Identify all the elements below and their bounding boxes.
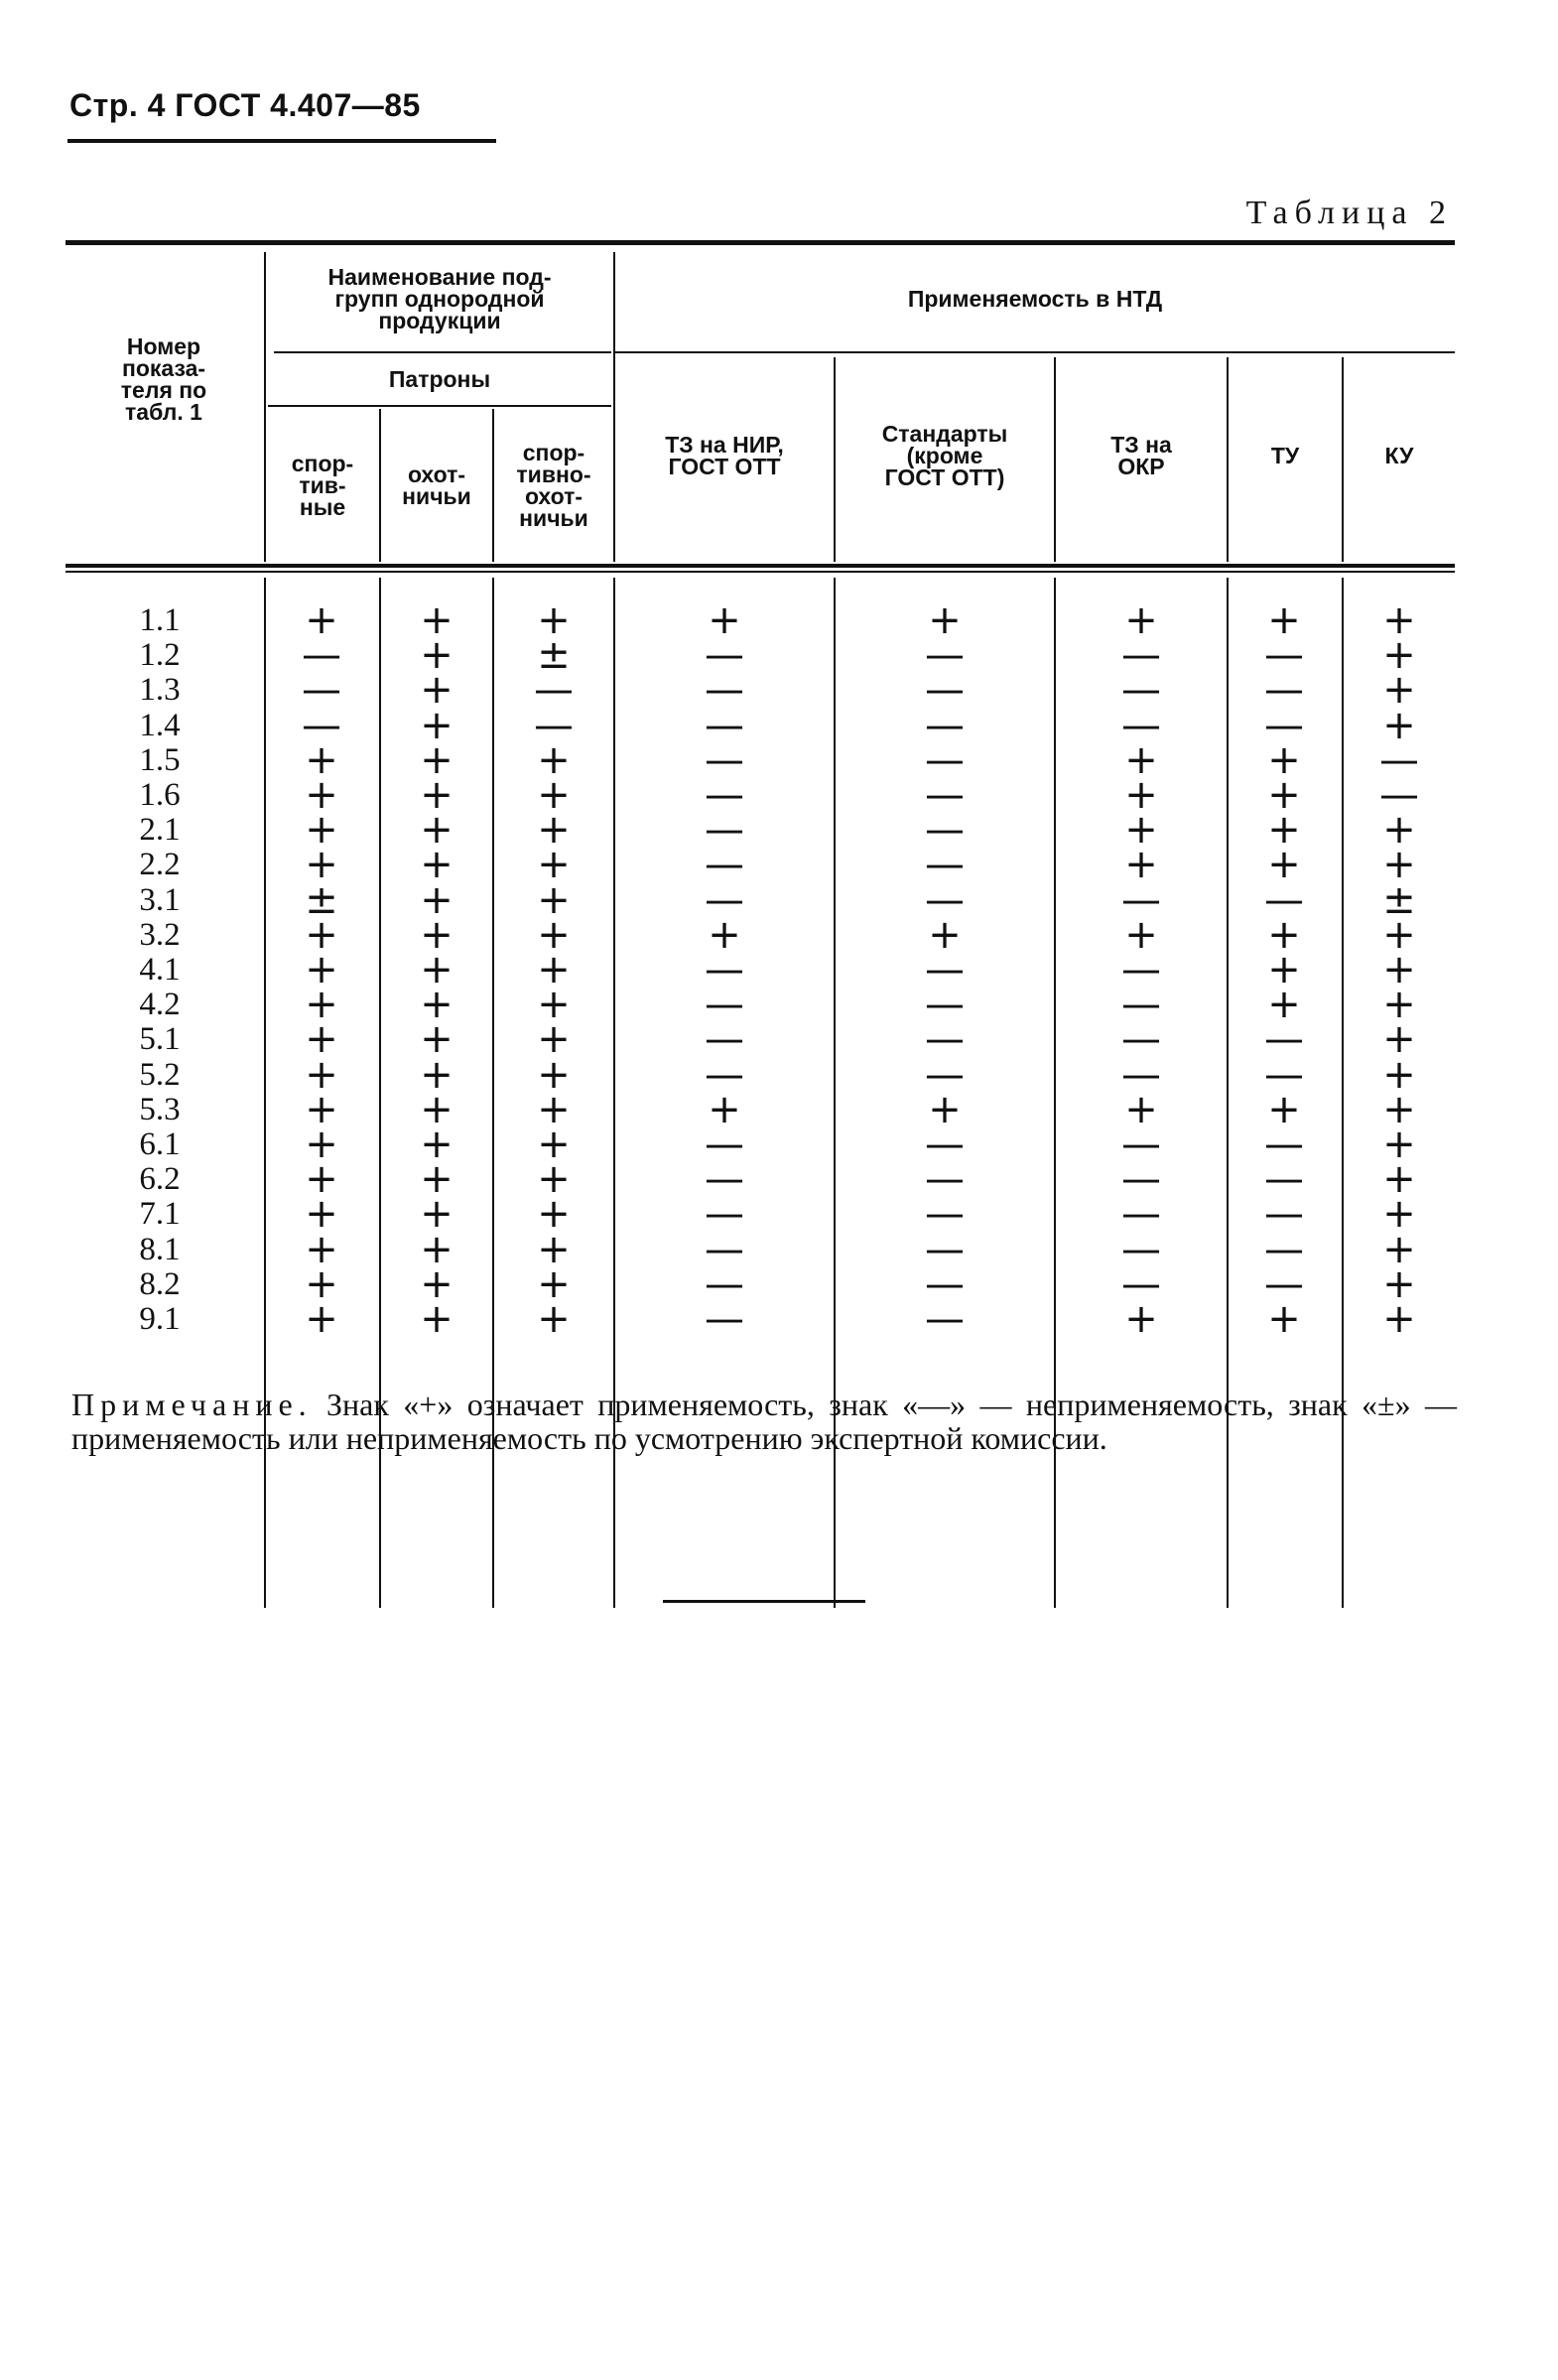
table-cell: — xyxy=(1264,1156,1304,1203)
table-cell: + xyxy=(420,876,454,923)
table-cell: + xyxy=(708,1086,741,1132)
table-cell: + xyxy=(420,911,454,958)
table-cell: — xyxy=(1121,1156,1161,1203)
table-cell: — xyxy=(1121,667,1161,714)
table-cell: — xyxy=(925,1016,965,1063)
col-row-number: Номер показа- теля по табл. 1 xyxy=(120,333,207,425)
row-number: 1.1 xyxy=(139,602,181,638)
table-top-rule xyxy=(65,240,1455,245)
table-cell: + xyxy=(1267,1296,1301,1342)
header-underline xyxy=(67,139,496,143)
table-cell: + xyxy=(928,911,962,958)
table-cell: — xyxy=(925,876,965,923)
table-cell: — xyxy=(925,772,965,818)
table-cell: + xyxy=(1382,1051,1416,1098)
table-cell: — xyxy=(1121,1191,1161,1238)
table-cell: + xyxy=(305,1122,338,1167)
col-applicability: Применяемость в НТД xyxy=(907,286,1163,312)
table-cell: + xyxy=(305,1226,338,1272)
header-rule xyxy=(274,351,611,353)
table-cell: + xyxy=(537,736,571,783)
table-cell: + xyxy=(1382,667,1416,714)
table-cell: + xyxy=(420,982,454,1028)
table-cell: + xyxy=(420,1051,454,1098)
table-cell: — xyxy=(925,1051,965,1098)
table-cell: + xyxy=(420,736,454,783)
col-standards: Стандарты (кроме ГОСТ ОТТ) xyxy=(881,421,1008,490)
table-cell: — xyxy=(705,736,744,783)
table-cell: — xyxy=(1121,876,1161,923)
table-cell: — xyxy=(1121,1226,1161,1272)
table-cell: — xyxy=(1121,982,1161,1028)
table-cell: — xyxy=(705,1122,744,1167)
table-cell: + xyxy=(1382,1086,1416,1132)
row-number: 2.1 xyxy=(139,812,181,849)
col-cartridges: Патроны xyxy=(388,366,491,392)
table-cell: + xyxy=(1382,1260,1416,1307)
row-number: 5.3 xyxy=(139,1091,181,1127)
table-cell: + xyxy=(1124,1296,1158,1342)
table-cell: — xyxy=(302,667,341,714)
table-cell: + xyxy=(305,982,338,1028)
row-number: 8.1 xyxy=(139,1231,181,1267)
table-cell: — xyxy=(925,947,965,992)
table-cell: + xyxy=(537,597,571,643)
table-cell: + xyxy=(537,1016,571,1063)
row-number: 8.2 xyxy=(139,1265,181,1302)
table-cell: + xyxy=(537,1226,571,1272)
row-number: 1.5 xyxy=(139,741,181,778)
table-cell: — xyxy=(1121,1122,1161,1167)
table-cell: + xyxy=(708,911,741,958)
col-tu: ТУ xyxy=(1270,443,1300,468)
table-cell: + xyxy=(1267,807,1301,854)
table-cell: — xyxy=(302,632,341,679)
table-cell: + xyxy=(420,947,454,992)
table-cell: — xyxy=(705,772,744,818)
table-cell: + xyxy=(1124,807,1158,854)
table-cell: ± xyxy=(537,632,571,679)
table-cell: + xyxy=(1267,911,1301,958)
table-note xyxy=(71,1388,1457,1455)
table-cell: — xyxy=(925,1191,965,1238)
row-number: 4.1 xyxy=(139,952,181,988)
table-cell: ± xyxy=(1382,876,1416,923)
table-cell: + xyxy=(305,1016,338,1063)
end-rule xyxy=(663,1600,865,1603)
table-cell: + xyxy=(420,1016,454,1063)
col-tz-nir: ТЗ на НИР, ГОСТ ОТТ xyxy=(665,432,784,479)
table-cell: — xyxy=(1264,1191,1304,1238)
table-cell: + xyxy=(537,807,571,854)
row-number: 5.1 xyxy=(139,1021,181,1058)
table-cell: — xyxy=(705,1226,744,1272)
table-caption: Таблица 2 xyxy=(1245,195,1453,231)
table-cell: — xyxy=(1379,736,1419,783)
table-cell: — xyxy=(1264,1260,1304,1307)
table-cell: + xyxy=(420,632,454,679)
table-cell: + xyxy=(305,807,338,854)
row-number: 4.2 xyxy=(139,987,181,1023)
row-number: 1.2 xyxy=(139,637,181,674)
table-cell: — xyxy=(925,807,965,854)
table-cell: — xyxy=(1121,947,1161,992)
table-cell: + xyxy=(537,876,571,923)
table-cell: + xyxy=(420,1156,454,1203)
table-cell: — xyxy=(925,1260,965,1307)
table-cell: + xyxy=(1382,1122,1416,1167)
table-cell: + xyxy=(1124,772,1158,818)
table-cell: + xyxy=(420,1260,454,1307)
table-cell: — xyxy=(1264,702,1304,748)
header-rule xyxy=(268,405,611,407)
header-bottom-rule-thin xyxy=(65,571,1455,573)
table-cell: — xyxy=(1264,1226,1304,1272)
table-cell: + xyxy=(1267,772,1301,818)
table-cell: + xyxy=(1382,842,1416,888)
table-cell: + xyxy=(1382,982,1416,1028)
table-cell: — xyxy=(705,1191,744,1238)
table-cell: + xyxy=(305,1296,338,1342)
table-cell: + xyxy=(420,597,454,643)
table-cell: — xyxy=(534,667,574,714)
table-cell: — xyxy=(1121,1260,1161,1307)
col-sport: спор- тив- ные xyxy=(291,451,354,520)
table-cell: — xyxy=(705,842,744,888)
table-cell: + xyxy=(1382,1016,1416,1063)
table-cell: + xyxy=(1382,1191,1416,1238)
page-header-title: Стр. 4 ГОСТ 4.407—85 xyxy=(69,87,421,123)
table-cell: + xyxy=(305,1260,338,1307)
col-sport-hunting: спор- тивно- охот- ничьи xyxy=(516,440,591,531)
table-cell: — xyxy=(925,702,965,748)
table-cell: ± xyxy=(305,876,338,923)
table-cell: — xyxy=(302,702,341,748)
table-cell: — xyxy=(925,667,965,714)
row-number: 2.2 xyxy=(139,847,181,883)
row-number: 6.1 xyxy=(139,1126,181,1162)
table-cell: — xyxy=(705,1051,744,1098)
row-number: 3.2 xyxy=(139,916,181,953)
row-number: 3.1 xyxy=(139,881,181,918)
table-cell: — xyxy=(705,876,744,923)
table-cell: + xyxy=(305,772,338,818)
col-group-name: Наименование под- групп однородной продукции xyxy=(327,264,552,333)
table-cell: + xyxy=(305,947,338,992)
header-bottom-rule xyxy=(65,564,1455,568)
table-cell: — xyxy=(1264,667,1304,714)
table-cell: + xyxy=(305,911,338,958)
table-cell: — xyxy=(705,1156,744,1203)
table-cell: — xyxy=(705,1296,744,1342)
table-cell: + xyxy=(1267,947,1301,992)
table-cell: + xyxy=(1124,911,1158,958)
table-cell: + xyxy=(420,1122,454,1167)
table-cell: + xyxy=(1382,1156,1416,1203)
table-cell: + xyxy=(420,667,454,714)
table-cell: + xyxy=(537,1260,571,1307)
table-cell: + xyxy=(537,842,571,888)
table-cell: + xyxy=(708,597,741,643)
table-cell: — xyxy=(705,1016,744,1063)
table-cell: + xyxy=(537,1086,571,1132)
table-cell: + xyxy=(305,597,338,643)
table-cell: — xyxy=(1264,1016,1304,1063)
table-cell: + xyxy=(1124,1086,1158,1132)
table-cell: + xyxy=(305,1191,338,1238)
table-cell: — xyxy=(705,947,744,992)
col-hunting: охот- ничьи xyxy=(402,462,471,509)
table-cell: — xyxy=(1264,876,1304,923)
row-number: 1.3 xyxy=(139,672,181,709)
table-cell: + xyxy=(1267,982,1301,1028)
table-cell: + xyxy=(1267,736,1301,783)
table-cell: — xyxy=(705,982,744,1028)
table-cell: + xyxy=(1382,597,1416,643)
table-cell: + xyxy=(1267,1086,1301,1132)
table-cell: + xyxy=(1124,597,1158,643)
table-cell: + xyxy=(928,1086,962,1132)
table-cell: + xyxy=(420,1226,454,1272)
table-cell: + xyxy=(1382,1226,1416,1272)
table-cell: + xyxy=(1382,632,1416,679)
table-cell: + xyxy=(305,736,338,783)
table-cell: + xyxy=(420,842,454,888)
table-cell: + xyxy=(1124,842,1158,888)
table-cell: + xyxy=(1124,736,1158,783)
table-cell: — xyxy=(925,632,965,679)
table-cell: + xyxy=(420,1191,454,1238)
table-cell: + xyxy=(305,1156,338,1203)
table-cell: + xyxy=(1382,807,1416,854)
col-ku: КУ xyxy=(1384,443,1414,468)
row-number: 1.4 xyxy=(139,707,181,743)
table-cell: + xyxy=(1267,842,1301,888)
table-cell: — xyxy=(534,702,574,748)
table-cell: + xyxy=(537,1122,571,1167)
table-cell: + xyxy=(420,807,454,854)
table-cell: — xyxy=(1264,1122,1304,1167)
table-cell: — xyxy=(1121,1016,1161,1063)
table-cell: — xyxy=(925,1156,965,1203)
table-cell: — xyxy=(1379,772,1419,818)
table-cell: + xyxy=(537,772,571,818)
note-text: Знак «+» означает применяемость, знак «—» — неприменяемость, знак «±» — применяемость или неприменяемость по усмотрению экспертной комиссии. xyxy=(71,1387,1457,1456)
table-cell: — xyxy=(1121,1051,1161,1098)
row-number: 7.1 xyxy=(139,1196,181,1233)
table-cell: — xyxy=(925,1226,965,1272)
note-lead: Примечание. xyxy=(71,1387,313,1422)
table-cell: + xyxy=(1267,597,1301,643)
table-cell: + xyxy=(420,772,454,818)
row-number: 9.1 xyxy=(139,1301,181,1337)
col-tz-okr: ТЗ на ОКР xyxy=(1110,432,1172,479)
table-cell: — xyxy=(925,1122,965,1167)
table-cell: — xyxy=(705,807,744,854)
table-cell: + xyxy=(537,911,571,958)
table-cell: — xyxy=(925,842,965,888)
table-cell: + xyxy=(305,1086,338,1132)
table-cell: — xyxy=(705,1260,744,1307)
table-cell: + xyxy=(537,982,571,1028)
row-number: 1.6 xyxy=(139,777,181,813)
table-cell: — xyxy=(705,632,744,679)
table-cell: — xyxy=(1264,632,1304,679)
table-cell: — xyxy=(1121,702,1161,748)
table-cell: — xyxy=(1121,632,1161,679)
table-cell: + xyxy=(1382,702,1416,748)
table-cell: + xyxy=(928,597,962,643)
header-rule xyxy=(615,351,1455,353)
table-cell: + xyxy=(420,1086,454,1132)
table-cell: + xyxy=(420,702,454,748)
table-cell: — xyxy=(1264,1051,1304,1098)
table-cell: — xyxy=(925,982,965,1028)
table-cell: + xyxy=(1382,911,1416,958)
table-cell: — xyxy=(925,1296,965,1342)
table-cell: + xyxy=(305,1051,338,1098)
row-number: 5.2 xyxy=(139,1056,181,1093)
table-cell: — xyxy=(925,736,965,783)
table-cell: + xyxy=(537,1051,571,1098)
row-number: 6.2 xyxy=(139,1161,181,1198)
table-cell: + xyxy=(537,1191,571,1238)
table-cell: — xyxy=(705,702,744,748)
table-cell: + xyxy=(537,947,571,992)
table-cell: — xyxy=(705,667,744,714)
table-cell: + xyxy=(537,1296,571,1342)
table-cell: + xyxy=(1382,1296,1416,1342)
table-cell: + xyxy=(537,1156,571,1203)
table-cell: + xyxy=(420,1296,454,1342)
table-cell: + xyxy=(305,842,338,888)
table-cell: + xyxy=(1382,947,1416,992)
